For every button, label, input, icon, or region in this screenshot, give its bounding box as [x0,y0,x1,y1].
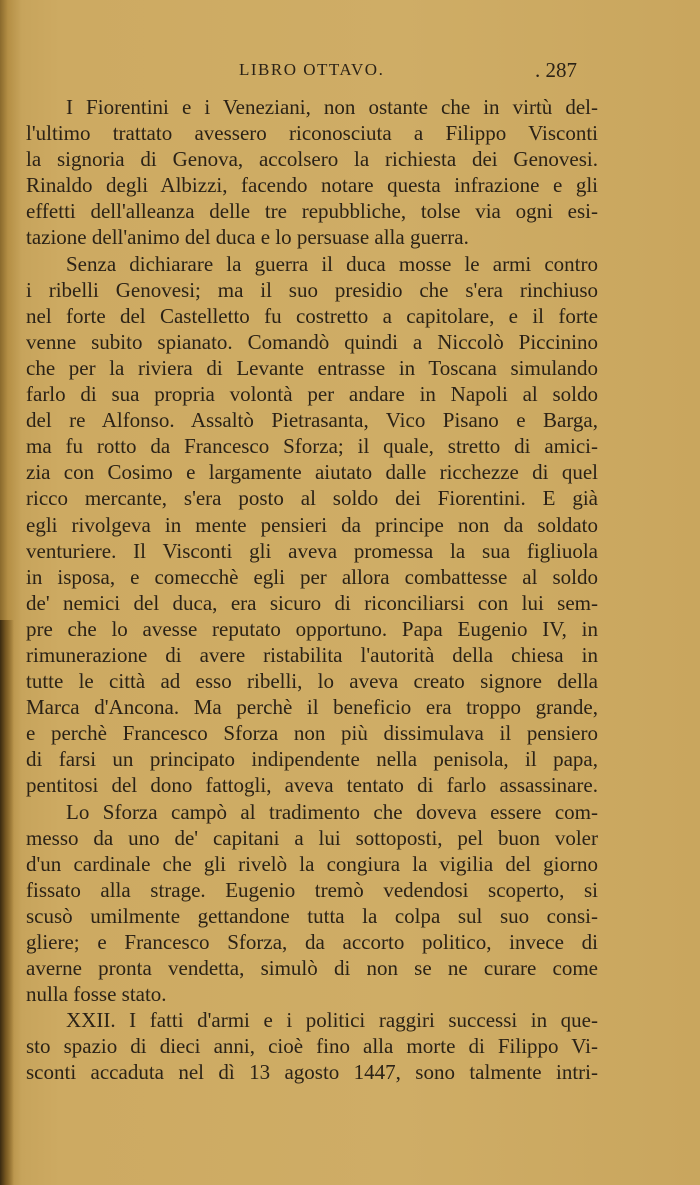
text-line: Lo Sforza campò al tradimento che doveva essere com- [66,799,598,824]
text-line: fissato alla strage. Eugenio tremò vedendosi scoperto, si [26,877,598,902]
text-line: tazione dell'animo del duca e lo persuase alla guerra. [26,225,469,250]
text-line: ma fu rotto da Francesco Sforza; il quale, stretto di amici- [26,434,598,459]
text-line: zia con Cosimo e largamente aiutato dalle ricchezze di quel [26,460,598,485]
text-line: nulla fosse stato. [26,982,167,1007]
text-line: Senza dichiarare la guerra il duca mosse le armi contro [66,251,598,276]
text-line: egli rivolgeva in mente pensieri da principe non da soldato [26,512,598,537]
page-number: . 287 [535,58,577,82]
text-line: farlo di sua propria volontà per andare in Napoli al soldo [26,382,598,407]
running-head [0,60,700,86]
text-line: rimunerazione di avere ristabilita l'autorità della chiesa in [26,642,598,667]
text-line: in isposa, e comecchè egli per allora combattesse al soldo [26,564,598,589]
text-line: Rinaldo degli Albizzi, facendo notare questa infrazione e gli [26,173,598,198]
text-line: de' nemici del duca, era sicuro di riconciliarsi con lui sem- [26,590,598,615]
text-line: ricco mercante, s'era posto al soldo dei Fiorentini. E già [26,486,598,511]
text-line: scusò umilmente gettandone tutta la colpa sul suo consi- [26,903,598,928]
running-title: LIBRO OTTAVO. [239,60,385,79]
text-line: sto spazio di dieci anni, cioè fino alla morte di Filippo Vi- [26,1034,598,1059]
text-line: venturiere. Il Visconti gli aveva promessa la sua figliuola [26,538,598,563]
text-line: venne subito spianato. Comandò quindi a Niccolò Piccinino [26,329,598,354]
text-line: pentitosi del dono fattogli, aveva tentato di farlo assassinare. [26,773,598,798]
text-line: del re Alfonso. Assaltò Pietrasanta, Vico Pisano e Barga, [26,408,598,433]
text-line: effetti dell'alleanza delle tre repubbliche, tolse via ogni esi- [26,199,598,224]
spine-shadow [0,620,14,1185]
text-line: messo da uno de' capitani a lui sottoposti, pel buon voler [26,825,598,850]
text-line: l'ultimo trattato avessero riconosciuta a Filippo Visconti [26,121,598,146]
text-line: nel forte del Castelletto fu costretto a capitolare, e il forte [26,303,598,328]
text-line: Marca d'Ancona. Ma perchè il beneficio era troppo grande, [26,695,598,720]
text-line: sconti accaduta nel dì 13 agosto 1447, sono talmente intri- [26,1060,598,1085]
text-line: I Fiorentini e i Veneziani, non ostante che in virtù del- [66,95,598,119]
text-line: gliere; e Francesco Sforza, da accorto politico, invece di [26,930,598,954]
text-line: la signoria di Genova, accolsero la richiesta dei Genovesi. [26,147,598,172]
body-text [26,94,598,1086]
text-line: pre che lo avesse reputato opportuno. Papa Eugenio IV, in [26,616,598,641]
text-line: di farsi un principato indipendente nella penisola, il papa, [26,747,598,772]
text-line: averne pronta vendetta, simulò di non se ne curare come [26,956,598,981]
text-line: tutte le città ad esso ribelli, lo aveva creato signore della [26,669,598,694]
text-line: e perchè Francesco Sforza non più dissimulava il pensiero [26,721,598,746]
text-line: i ribelli Genovesi; ma il suo presidio che s'era rinchiuso [26,277,598,302]
text-line: d'un cardinale che gli rivelò la congiura la vigilia del giorno [26,851,598,876]
text-line: XXII. I fatti d'armi e i politici raggiri successi in que- [66,1008,598,1033]
text-line: che per la riviera di Levante entrasse in Toscana simulando [26,355,598,380]
